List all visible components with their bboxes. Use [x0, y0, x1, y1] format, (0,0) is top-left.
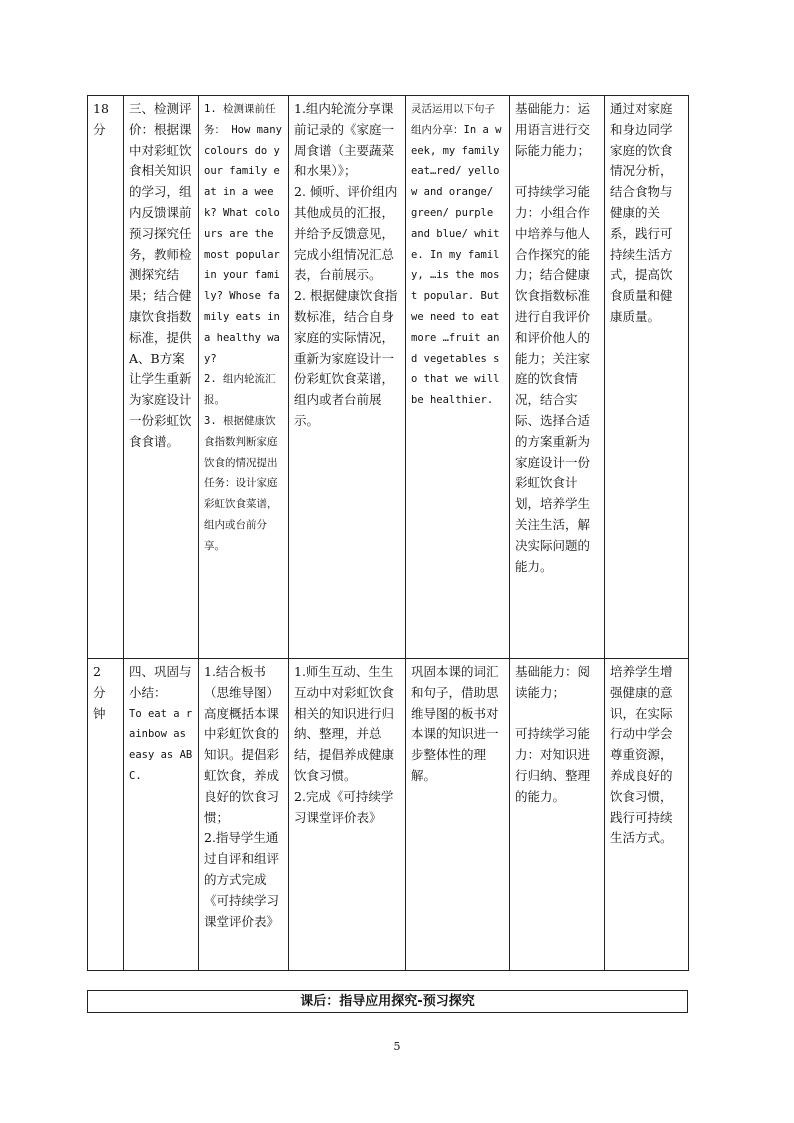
time-cell: 18 分 — [88, 96, 124, 659]
stage-english-text: To eat a rainbow as easy as ABC. — [129, 707, 193, 782]
stage-cell: 三、检测评价：根据课中对彩虹饮食相关知识的学习，组内反馈课前预习探究任务，教师检测探究结果；结合健康饮食指数标准，提供A、B方案让学生重新为家庭设计一份彩虹饮食食谱。 — [124, 96, 199, 659]
goal-cell: 通过对家庭和身边同学家庭的饮食情况分析，结合食物与健康的关系，践行可持续生活方式，提高饮食质量和健康质量。 — [605, 96, 689, 659]
table-row — [88, 659, 689, 971]
teacher-activity-cell: 1. 检测课前任务： How many colours do your family eat in a week? What colours are the most popular in your family? Whose family eats in a healthy way? 2. 组内轮流汇报。 3. 根据健康饮食指数判断家庭饮食的情况提出任务：设计家庭彩虹饮食菜谱，组内或台前分享。 — [199, 96, 289, 659]
teacher-activity-cell: 1.结合板书（思维导图）高度概括本课中彩虹饮食的知识。提倡彩虹饮食，养成良好的饮食习惯； 2.指导学生通过自评和组评的方式完成《可持续学习课堂评价表》 — [199, 659, 289, 971]
ability-cell: 基础能力：运用语言进行交际能力能力； 可持续学习能力：小组合作中培养与他人合作探究的能力；结合健康饮食指数标准进行自我评价和评价他人的能力；关注家庭的饮食情况，结合实际、选择合适的方案重新为家庭设计一份彩虹饮食计划，培养学生关注生活，解决实际问题的能力。 — [510, 96, 605, 659]
goal-cell: 培养学生增强健康的意识，在实际行动中学会尊重资源，养成良好的饮食习惯，践行可持续生活方式。 — [605, 659, 689, 971]
design-intent-cell: 灵活运用以下句子组内分享：In a week, my family eat…red/ yellow and orange/ green/ purple and blue/ white. In my family, …is the most popular. But we need to eat more …fruit and vegetables so that we will be healthier. — [406, 96, 510, 659]
design-intent-cell: 巩固本课的词汇和句子，借助思维导图的板书对本课的知识进一步整体性的理解。 — [406, 659, 510, 971]
stage-cell: 四、巩固与小结： To eat a rainbow as easy as ABC. — [124, 659, 199, 971]
student-activity-cell: 1.组内轮流分享课前记录的《家庭一周食谱（主要蔬菜和水果）》； 2. 倾听、评价组内其他成员的汇报，并给予反馈意见，完成小组情况汇总表，台前展示。 2. 根据健康饮食指数标准，结合自身家庭的实际情况，重新为家庭设计一份彩虹饮食菜谱，组内或者台前展示。 — [289, 96, 406, 659]
section-title-after-class: 课后：指导应用探究-预习探究 — [87, 990, 688, 1013]
table-row — [88, 96, 689, 659]
ability-cell: 基础能力：阅读能力； 可持续学习能力：对知识进行归纳、整理的能力。 — [510, 659, 605, 971]
time-cell: 2 分 钟 — [88, 659, 124, 971]
page-number: 5 — [393, 1040, 401, 1053]
lesson-plan-table — [87, 95, 689, 971]
student-activity-cell: 1.师生互动、生生互动中对彩虹饮食相关的知识进行归纳、整理，并总结，提倡养成健康饮食习惯。 2.完成《可持续学习课堂评价表》 — [289, 659, 406, 971]
